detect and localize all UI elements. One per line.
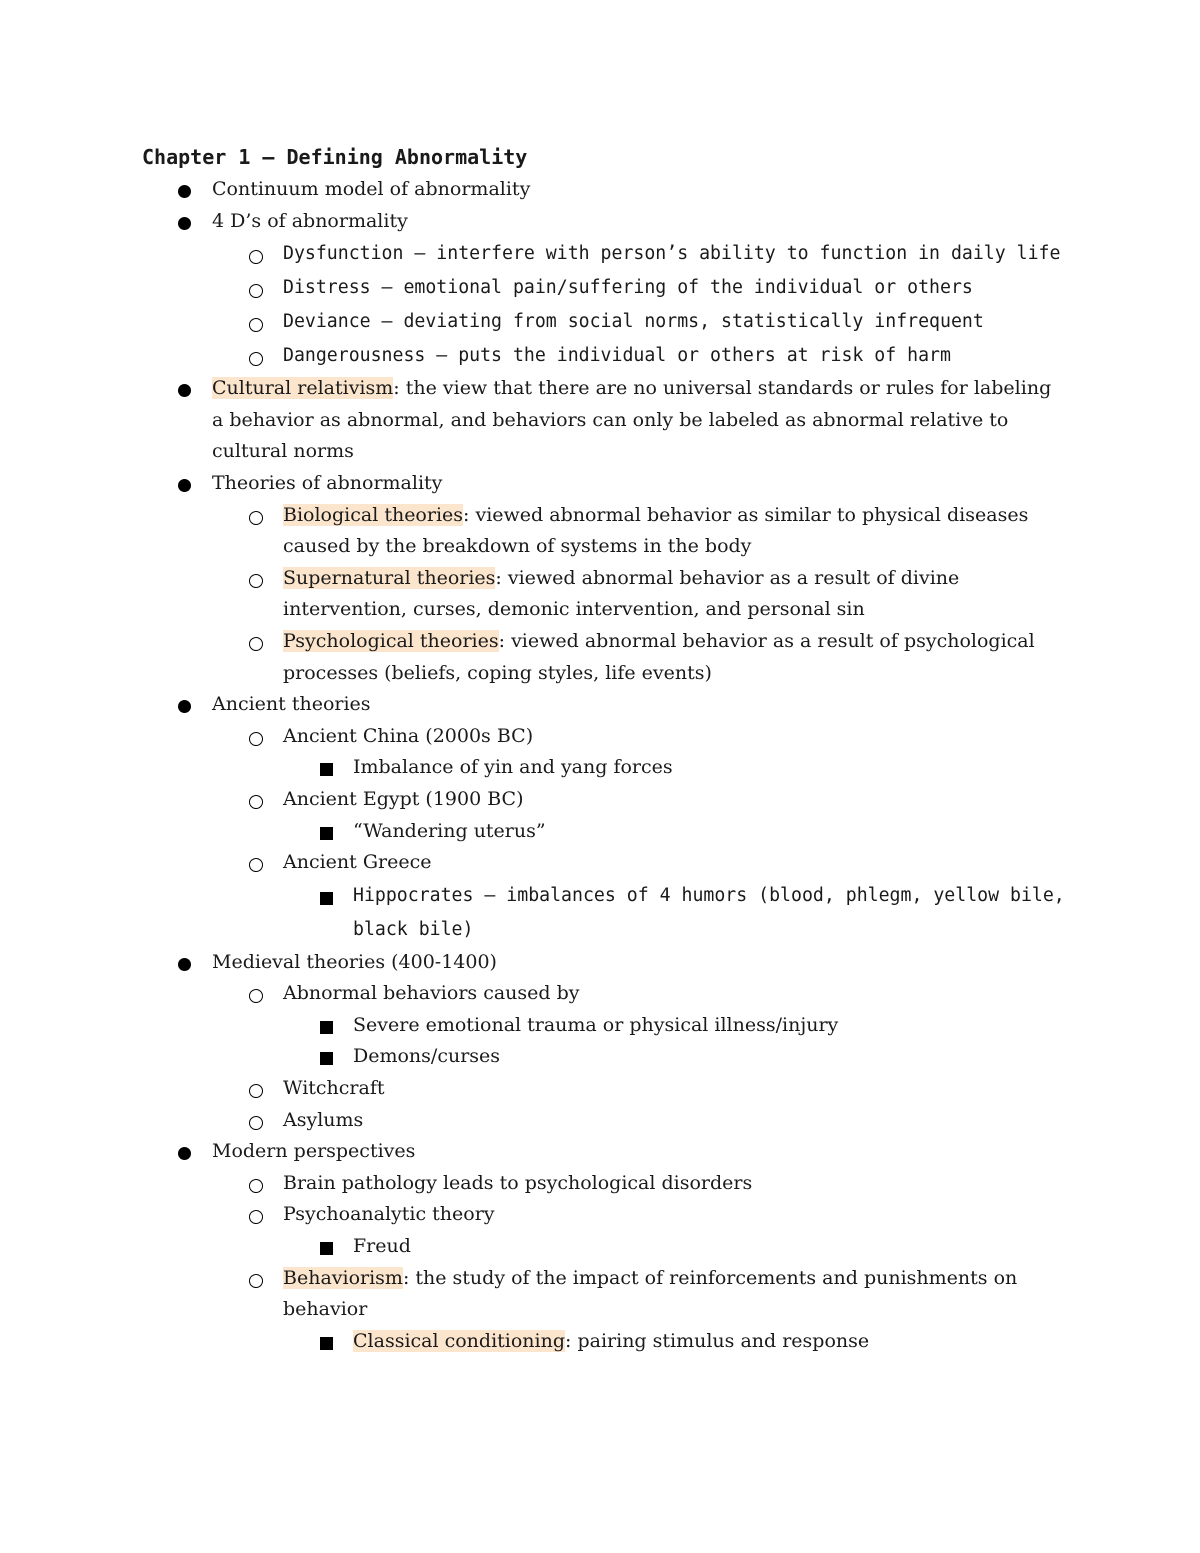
list-item — [0, 237, 1200, 271]
square-bullet-icon — [320, 1021, 333, 1034]
item-text — [283, 1263, 1058, 1326]
filled-circle-bullet-icon — [178, 700, 191, 713]
hollow-circle-bullet-icon — [249, 318, 263, 332]
hollow-circle-bullet-icon — [249, 1179, 263, 1193]
highlighted-term: Supernatural theories — [283, 566, 496, 589]
list-item — [0, 1263, 1200, 1326]
hollow-circle-bullet-icon — [249, 1116, 263, 1130]
outline-list — [0, 174, 1200, 1357]
item-text — [353, 1326, 1058, 1358]
highlighted-term: Psychological theories — [283, 629, 499, 652]
hollow-circle-bullet-icon — [249, 284, 263, 298]
list-item — [0, 339, 1200, 373]
highlighted-term: Cultural relativism — [212, 377, 394, 400]
hollow-circle-bullet-icon — [249, 1274, 263, 1288]
item-text: Demons/curses — [353, 1045, 501, 1068]
item-text: Distress – emotional pain/suffering of the individual or others — [283, 277, 973, 299]
definition-text: : the study of the impact of reinforcements and punishments on behavior — [283, 1266, 1018, 1321]
filled-circle-bullet-icon — [178, 185, 191, 198]
hollow-circle-bullet-icon — [249, 989, 263, 1003]
list-item — [0, 626, 1200, 689]
item-text: Ancient Egypt (1900 BC) — [283, 787, 524, 810]
hollow-circle-bullet-icon — [249, 858, 263, 872]
definition-text: : viewed abnormal behavior as a result of divine intervention, curses, demonic intervention, and personal sin — [283, 566, 960, 621]
filled-circle-bullet-icon — [178, 479, 191, 492]
list-item — [0, 1073, 1200, 1105]
highlighted-term: Behaviorism — [283, 1266, 403, 1289]
highlighted-term: Biological theories — [283, 503, 464, 526]
square-bullet-icon — [320, 1242, 333, 1255]
list-item — [0, 1010, 1200, 1042]
square-bullet-icon — [320, 1337, 333, 1350]
item-text: Abnormal behaviors caused by — [283, 982, 580, 1005]
item-text: Theories of abnormality — [212, 471, 443, 494]
hollow-circle-bullet-icon — [249, 1210, 263, 1224]
list-item — [0, 1326, 1200, 1358]
list-item — [0, 947, 1200, 979]
list-item — [0, 816, 1200, 848]
definition-text: : viewed abnormal behavior as a result of psychological processes (beliefs, coping styles, life events) — [283, 629, 1035, 684]
filled-circle-bullet-icon — [178, 958, 191, 971]
list-item — [0, 689, 1200, 721]
list-item — [0, 174, 1200, 206]
definition-text: : the view that there are no universal standards or rules for labeling a behavior as abnormal, and behaviors can only be labeled as abnormal relative to cultural norms — [212, 377, 1052, 463]
item-text: Witchcraft — [283, 1077, 385, 1100]
item-text: Deviance – deviating from social norms, statistically infrequent — [283, 311, 984, 333]
item-text — [212, 373, 1057, 468]
item-text: Psychoanalytic theory — [283, 1203, 495, 1226]
item-text — [283, 500, 1058, 563]
item-text — [283, 626, 1058, 689]
list-item — [0, 500, 1200, 563]
page-title: Chapter 1 – Defining Abnormality — [142, 145, 528, 169]
filled-circle-bullet-icon — [178, 217, 191, 230]
item-text: Imbalance of yin and yang forces — [353, 756, 673, 779]
list-item — [0, 1199, 1200, 1231]
list-item — [0, 879, 1200, 947]
hollow-circle-bullet-icon — [249, 352, 263, 366]
item-text: Asylums — [283, 1108, 364, 1131]
item-text: Brain pathology leads to psychological disorders — [283, 1171, 753, 1194]
item-text: Hippocrates – imbalances of 4 humors (blood, phlegm, yellow bile, black bile) — [353, 884, 1065, 940]
list-item — [0, 721, 1200, 753]
item-text: Freud — [353, 1235, 411, 1258]
definition-text: : pairing stimulus and response — [565, 1329, 870, 1352]
list-item — [0, 305, 1200, 339]
list-item — [0, 563, 1200, 626]
list-item — [0, 1231, 1200, 1263]
hollow-circle-bullet-icon — [249, 574, 263, 588]
list-item — [0, 784, 1200, 816]
filled-circle-bullet-icon — [178, 384, 191, 397]
list-item — [0, 1041, 1200, 1073]
list-item — [0, 271, 1200, 305]
hollow-circle-bullet-icon — [249, 795, 263, 809]
square-bullet-icon — [320, 1052, 333, 1065]
hollow-circle-bullet-icon — [249, 637, 263, 651]
item-text: Ancient Greece — [283, 851, 432, 874]
list-item — [0, 1105, 1200, 1137]
item-text: Dangerousness – puts the individual or others at risk of harm — [283, 345, 951, 367]
highlighted-term: Classical conditioning — [353, 1329, 566, 1352]
item-text: Ancient China (2000s BC) — [283, 724, 534, 747]
item-text — [283, 563, 1058, 626]
square-bullet-icon — [320, 827, 333, 840]
item-text: Modern perspectives — [212, 1140, 416, 1163]
list-item — [0, 1136, 1200, 1168]
hollow-circle-bullet-icon — [249, 250, 263, 264]
item-text: Medieval theories (400-1400) — [212, 950, 497, 973]
list-item — [0, 373, 1200, 468]
item-text: 4 D’s of abnormality — [212, 209, 408, 232]
square-bullet-icon — [320, 763, 333, 776]
list-item — [0, 978, 1200, 1010]
hollow-circle-bullet-icon — [249, 732, 263, 746]
list-item — [0, 206, 1200, 238]
list-item — [0, 847, 1200, 879]
item-text: “Wandering uterus” — [353, 819, 546, 842]
list-item — [0, 752, 1200, 784]
item-text: Continuum model of abnormality — [212, 178, 531, 200]
definition-text: : viewed abnormal behavior as similar to physical diseases caused by the breakdown of systems in the body — [283, 503, 1029, 558]
list-item — [0, 1168, 1200, 1200]
filled-circle-bullet-icon — [178, 1147, 191, 1160]
square-bullet-icon — [320, 892, 333, 905]
item-text: Severe emotional trauma or physical illness/injury — [353, 1013, 839, 1036]
hollow-circle-bullet-icon — [249, 1084, 263, 1098]
list-item — [0, 468, 1200, 500]
item-text: Dysfunction – interfere with person’s ability to function in daily life — [283, 243, 1061, 265]
item-text: Ancient theories — [212, 693, 371, 716]
hollow-circle-bullet-icon — [249, 511, 263, 525]
